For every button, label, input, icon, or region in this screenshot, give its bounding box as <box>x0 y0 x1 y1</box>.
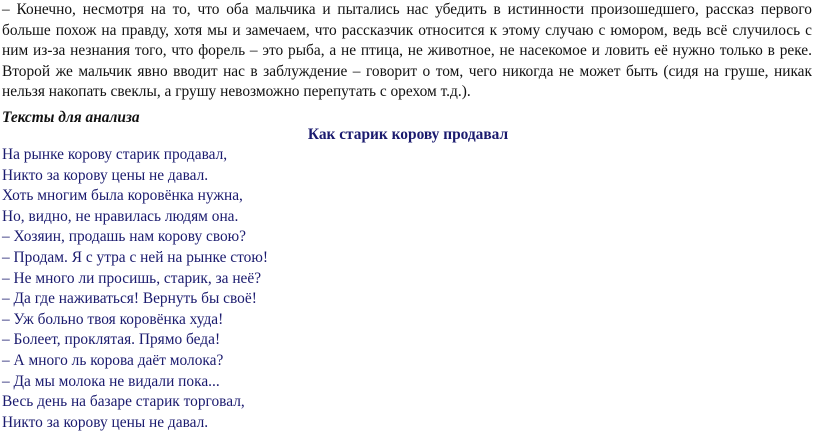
poem-line: – А много ль корова даёт молока? <box>2 351 224 369</box>
poem-title-text: Как старик корову продавал <box>307 126 509 143</box>
poem-line: На рынке корову старик продавал, <box>2 146 228 163</box>
poem-line: Никто за корову цены не давал. <box>2 166 209 184</box>
poem-line: – Уж больно твоя коровёнка худа! <box>2 310 224 328</box>
poem-line: Весь день на базаре старик торговал, <box>2 393 245 411</box>
poem-line: Никто за корову цены не давал. <box>2 413 209 431</box>
poem-body <box>2 145 268 433</box>
poem-line: – Да где наживаться! Вернуть бы своё! <box>2 290 257 308</box>
intro-paragraph: – Конечно, несмотря на то, что оба мальчика и пытались нас убедить в истинности произошедшего, рассказ первого больше похож на правду, хотя мы и замечаем, что рассказчик относится к этому случаю с юмором, ведь всё случилось с ним из-за незнания того, что форель – это рыба, а не птица, не животное, не насекомое и ловить её нужно только в реке. Второй же мальчик явно вводит нас в заблуждение – говорит о том, чего никогда не может быть (сидя на груше, никак нельзя накопать свеклы, а грушу невозможно перепутать с орехом т.д.). <box>2 1 812 100</box>
poem-line: – Болеет, проклятая. Прямо беда! <box>2 331 221 349</box>
poem-line: Хоть многим была коровёнка нужна, <box>2 187 243 205</box>
poem-title <box>0 125 816 145</box>
poem-line: – Продам. Я с утра с ней на рынке стою! <box>2 248 268 266</box>
poem-line: – Да мы молока не видали пока... <box>2 372 220 390</box>
poem-line: Но, видно, не нравилась людям она. <box>2 207 239 225</box>
poem-line: – Не много ли просишь, старик, за неё? <box>2 269 262 287</box>
poem-line: – Хозяин, продашь нам корову свою? <box>2 228 247 246</box>
section-heading: Тексты для анализа <box>2 109 140 126</box>
